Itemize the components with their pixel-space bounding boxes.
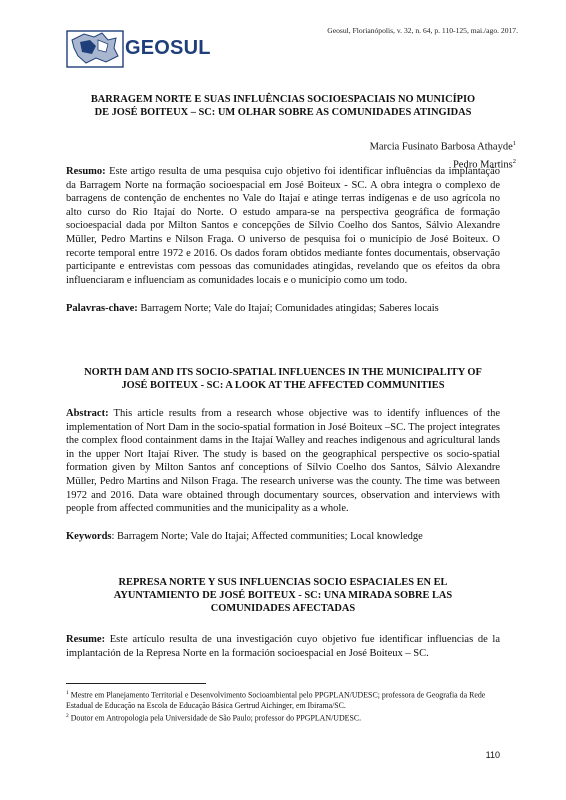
journal-citation: Geosul, Florianópolis, v. 32, n. 64, p. 110-125, mai./ago. 2017. (327, 26, 518, 35)
author-name: Pedro Martins (452, 159, 513, 170)
footnote-mark: 2 (66, 713, 69, 720)
journal-logo (66, 28, 211, 70)
footnote-2 (66, 711, 506, 724)
geosul-map-icon (66, 28, 126, 70)
keywords-label: Keywords (66, 531, 112, 542)
title-line: REPRESA NORTE Y SUS INFLUENCIAS SOCIO ESPACIALES EN EL (118, 577, 448, 588)
abstract-label: Resume: (66, 634, 106, 645)
footnote-text: Mestre em Planejamento Territorial e Desenvolvimento Socioambiental pelo PPGPLAN/UDESC; professora de Geografia da Rede Estadual de Educação na Escola de Educação Básica Gertrud Aichinger, em Ibirama/SC. (66, 690, 486, 710)
journal-logo-text: GEOSUL (125, 37, 211, 59)
author-line (370, 137, 516, 155)
page-number: 110 (485, 750, 500, 760)
footnote-text: Doutor em Antropologia pela Universidade de São Paulo; professor do PPGPLAN/UDESC. (68, 713, 362, 723)
abstract-english (66, 407, 500, 516)
title-portuguese (60, 93, 506, 119)
footnote-divider (66, 683, 206, 684)
footnote-mark[interactable]: 1 (512, 140, 516, 147)
abstract-portuguese (66, 165, 500, 287)
footnote-1 (66, 688, 506, 711)
title-line: JOSÉ BOITEUX - SC: A LOOK AT THE AFFECTED COMMUNITIES (121, 380, 445, 391)
abstract-spanish (66, 633, 500, 660)
footnote-mark[interactable]: 2 (512, 157, 516, 165)
abstract-text: Este artículo resulta de una investigación cuyo objetivo fue identificar influencias de la implantación de la Represa Norte en la formación socioespacial en José Boiteux – SC. (66, 634, 500, 659)
keywords-english (66, 530, 500, 544)
title-line: AYUNTAMIENTO DE JOSÉ BOITEUX - SC: UNA MIRADA SOBRE LAS (113, 590, 453, 601)
footnotes (66, 688, 506, 724)
title-line: DE JOSÉ BOITEUX – SC: UM OLHAR SOBRE AS COMUNIDADES ATINGIDAS (94, 107, 472, 118)
abstract-label: Resumo: (66, 166, 106, 177)
keywords-label: Palavras-chave: (66, 303, 138, 314)
keywords-portuguese (66, 302, 500, 316)
author-name: Marcia Fusinato Barbosa Athayde (369, 141, 513, 153)
title-line: NORTH DAM AND ITS SOCIO-SPATIAL INFLUENCES IN THE MUNICIPALITY OF (84, 367, 482, 378)
title-line: COMUNIDADES AFECTADAS (210, 603, 356, 614)
abstract-text: Este artigo resulta de uma pesquisa cujo objetivo foi identificar influências da implantação da Barragem Norte na formação socioespacial em José Boiteux - SC. A obra integra o complexo de barragens de contenção de enchentes no Vale do Itajaí e atinge terras indígenas e de uso agrícola no alto curso do Rio Itajaí do Norte. O estudo ampara-se na perspectiva geográfica de formação socioespacial dada por Milton Santos e concepções de Sílvio Coelho dos Santos, Sálvio Alexandre Müller, Pedro Martins e Nilson Fraga. O universo de pesquisa foi o município de José Boiteux. O recorte temporal entre 1972 e 2016. Os dados foram obtidos mediante fontes documentais, observação participante e entrevistas com pessoas das comunidades atingidas, revelando que os efeitos da obra influenciaram e influenciam as comunidades locais e o município como um todo. (66, 166, 500, 286)
abstract-label: Abstract: (66, 408, 109, 419)
footnote-mark: 1 (66, 690, 69, 696)
title-spanish (60, 576, 506, 615)
keywords-text: Barragem Norte; Vale do Itajaí; Comunidades atingidas; Saberes locais (137, 303, 439, 314)
abstract-text: This article results from a research whose objective was to identify influences of the implementation of Nort Dam in the socio-spatial formation in José Boiteux –SC. The project integrates the complex flood containment dams in the Itajaí Walley and reaches indigenous and agricultural lands in the upper Nort Itajaí River. The study is based on the geographical perspective os socio-spatial formation given by Milton Santos anf conceptions of Sílvio Coelho dos Santos, Sálvio Alexandre Müller, Pedro Martins and Nilson Fraga. The research universe was the county. The time was between 1972 and 2016. Data ware obtained through documentary sources, observation and interviews with people from affected communities and the municipality as a whole. (66, 408, 500, 515)
keywords-text: : Barragem Norte; Vale do Itajai; Affected communities; Local knowledge (111, 531, 423, 542)
title-line: BARRAGEM NORTE E SUAS INFLUÊNCIAS SOCIOESPACIAIS NO MUNICÍPIO (90, 94, 476, 105)
title-english (60, 366, 506, 392)
